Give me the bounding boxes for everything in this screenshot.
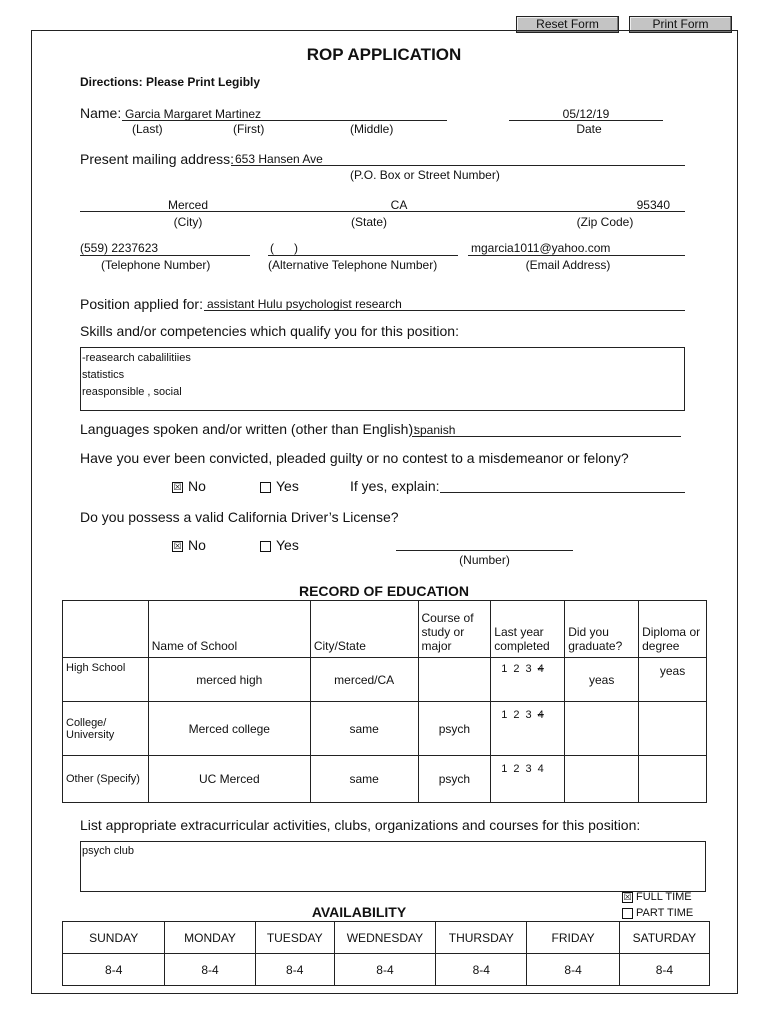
license-no-label: No xyxy=(188,537,206,553)
city-state-cell[interactable]: same xyxy=(310,756,418,803)
education-table xyxy=(62,600,707,803)
graduate-cell[interactable] xyxy=(565,756,639,803)
convicted-yes-label: Yes xyxy=(276,478,299,494)
checkbox-icon[interactable]: ☒ xyxy=(623,891,632,902)
phone-caption: (Telephone Number) xyxy=(101,258,211,272)
zip-caption: (Zip Code) xyxy=(576,215,634,229)
availability-title: AVAILABILITY xyxy=(311,904,407,920)
convicted-no-label: No xyxy=(188,478,206,494)
state-caption: (State) xyxy=(350,215,387,229)
diploma-cell[interactable] xyxy=(639,756,707,803)
course-cell[interactable]: psych xyxy=(418,702,491,756)
school-cell[interactable]: UC Merced xyxy=(148,756,310,803)
print-form-button[interactable]: Print Form xyxy=(629,16,732,33)
city-state-cell[interactable]: same xyxy=(310,702,418,756)
year-option[interactable]: 3 xyxy=(525,663,532,675)
explain-label: If yes, explain: xyxy=(350,478,440,494)
date-caption: Date xyxy=(576,122,602,136)
year-option[interactable]: 4 xyxy=(537,709,544,721)
table-row xyxy=(63,756,707,803)
city-state-zip-underline xyxy=(80,211,685,212)
school-cell[interactable]: merced high xyxy=(148,658,310,702)
part-time-label: PART TIME xyxy=(636,907,694,919)
hours-cell[interactable]: 8-4 xyxy=(255,954,334,986)
header-cell: Course of study or major xyxy=(418,601,491,658)
day-header: FRIDAY xyxy=(527,922,619,954)
position-value[interactable]: assistant Hulu psychologist research xyxy=(207,297,402,311)
extracurricular-value: psych club xyxy=(82,845,134,857)
hours-cell[interactable]: 8-4 xyxy=(527,954,619,986)
license-no-option[interactable] xyxy=(172,537,206,553)
education-title: RECORD OF EDUCATION xyxy=(298,583,470,599)
education-type: College/ University xyxy=(63,702,149,756)
license-number-underline[interactable] xyxy=(396,550,573,551)
checkbox-icon[interactable]: ☒ xyxy=(173,481,182,492)
license-yes-option[interactable] xyxy=(260,537,299,553)
checkbox-icon[interactable] xyxy=(260,482,271,493)
diploma-cell[interactable] xyxy=(639,702,707,756)
phone-underline xyxy=(80,255,250,256)
education-header-row xyxy=(63,601,707,658)
date-underline xyxy=(509,120,663,121)
header-cell: City/State xyxy=(310,601,418,658)
year-option[interactable]: 2 xyxy=(513,709,520,721)
hours-cell[interactable]: 8-4 xyxy=(334,954,435,986)
alt-phone-underline xyxy=(268,255,458,256)
header-cell: Did you graduate? xyxy=(565,601,639,658)
languages-underline xyxy=(412,436,681,437)
day-header: SUNDAY xyxy=(63,922,165,954)
hours-cell[interactable]: 8-4 xyxy=(619,954,709,986)
checkbox-icon[interactable] xyxy=(622,908,633,919)
email-value[interactable]: mgarcia1011@yahoo.com xyxy=(471,241,611,255)
education-type: High School xyxy=(63,658,149,702)
hours-cell[interactable]: 8-4 xyxy=(63,954,165,986)
mailing-caption: (P.O. Box or Street Number) xyxy=(350,168,500,182)
last-caption: (Last) xyxy=(132,122,163,136)
explain-underline[interactable] xyxy=(440,492,685,493)
day-header: WEDNESDAY xyxy=(334,922,435,954)
year-option[interactable]: 4 xyxy=(537,663,544,675)
year-option[interactable]: 2 xyxy=(513,763,520,775)
day-header: THURSDAY xyxy=(436,922,527,954)
day-header: MONDAY xyxy=(165,922,255,954)
year-option[interactable]: 3 xyxy=(525,709,532,721)
mailing-label: Present mailing address: xyxy=(80,151,235,167)
skills-textarea[interactable] xyxy=(80,347,685,411)
header-cell: Diploma or degree xyxy=(639,601,707,658)
languages-label: Languages spoken and/or written (other than English): xyxy=(80,421,417,437)
year-completed-cell[interactable] xyxy=(491,756,565,803)
header-cell xyxy=(63,601,149,658)
name-underline xyxy=(122,120,447,121)
school-cell[interactable]: Merced college xyxy=(148,702,310,756)
reset-form-button[interactable]: Reset Form xyxy=(516,16,619,33)
course-cell[interactable] xyxy=(418,658,491,702)
mailing-underline xyxy=(231,165,685,166)
availability-days-row xyxy=(63,922,710,954)
year-completed-cell[interactable] xyxy=(491,702,565,756)
day-header: TUESDAY xyxy=(255,922,334,954)
position-label: Position applied for: xyxy=(80,296,203,312)
part-time-option[interactable] xyxy=(622,907,693,919)
year-option[interactable]: 1 xyxy=(501,663,508,675)
table-row xyxy=(63,702,707,756)
form-title: ROP APPLICATION xyxy=(306,45,462,64)
phone-value[interactable]: (559) 2237623 xyxy=(80,241,159,255)
skills-line: -reasearch cabalilitiies xyxy=(82,352,191,364)
name-label: Name: xyxy=(80,105,122,121)
date-value[interactable]: 05/12/19 xyxy=(562,107,610,121)
year-option[interactable]: 4 xyxy=(537,763,544,775)
diploma-cell[interactable]: yeas xyxy=(639,658,707,702)
year-completed-cell[interactable] xyxy=(491,658,565,702)
first-caption: (First) xyxy=(233,122,265,136)
license-question: Do you possess a valid California Driver’s License? xyxy=(80,509,399,525)
education-type: Other (Specify) xyxy=(63,756,149,803)
graduate-cell[interactable] xyxy=(565,702,639,756)
convicted-no-option[interactable] xyxy=(172,478,206,494)
hours-cell[interactable]: 8-4 xyxy=(165,954,255,986)
header-cell: Last year completed xyxy=(491,601,565,658)
city-caption: (City) xyxy=(173,215,203,229)
license-number-caption: (Number) xyxy=(459,553,510,567)
year-option[interactable]: 2 xyxy=(513,663,520,675)
header-cell: Name of School xyxy=(148,601,310,658)
languages-value[interactable]: spanish xyxy=(414,423,456,437)
hours-cell[interactable]: 8-4 xyxy=(436,954,527,986)
city-value[interactable]: Merced xyxy=(167,198,208,212)
zip-value[interactable]: 95340 xyxy=(636,198,670,212)
license-yes-label: Yes xyxy=(276,537,299,553)
city-state-cell[interactable]: merced/CA xyxy=(310,658,418,702)
full-time-label: FULL TIME xyxy=(636,891,692,903)
checkbox-icon[interactable]: ☒ xyxy=(173,540,182,551)
middle-caption: (Middle) xyxy=(350,122,394,136)
year-option[interactable]: 1 xyxy=(501,763,508,775)
alt-phone-caption: (Alternative Telephone Number) xyxy=(268,258,438,272)
position-underline xyxy=(204,310,685,311)
checkbox-icon[interactable] xyxy=(260,541,271,552)
directions: Directions: Please Print Legibly xyxy=(80,75,261,89)
convicted-question: Have you ever been convicted, pleaded guilty or no contest to a misdemeanor or felony? xyxy=(80,450,629,466)
state-value[interactable]: CA xyxy=(390,198,408,212)
table-row xyxy=(63,658,707,702)
skills-label: Skills and/or competencies which qualify you for this position: xyxy=(80,323,459,339)
email-caption: (Email Address) xyxy=(525,258,611,272)
extracurricular-textarea[interactable] xyxy=(80,841,706,892)
graduate-cell[interactable]: yeas xyxy=(565,658,639,702)
extracurricular-label: List appropriate extracurricular activities, clubs, organizations and courses for this position: xyxy=(80,817,641,833)
day-header: SATURDAY xyxy=(619,922,709,954)
full-time-option[interactable] xyxy=(622,891,692,903)
mailing-value[interactable]: 653 Hansen Ave xyxy=(235,152,323,166)
skills-line: reasponsible , social xyxy=(82,386,182,398)
convicted-yes-option[interactable] xyxy=(260,478,299,494)
name-value[interactable]: Garcia Margaret Martinez xyxy=(125,107,262,121)
email-underline xyxy=(468,255,685,256)
alt-phone-value[interactable]: ( ) xyxy=(270,241,298,255)
availability-hours-row xyxy=(63,954,710,986)
year-option[interactable]: 3 xyxy=(525,763,532,775)
availability-table xyxy=(62,921,710,986)
skills-line: statistics xyxy=(82,369,125,381)
year-option[interactable]: 1 xyxy=(501,709,508,721)
course-cell[interactable]: psych xyxy=(418,756,491,803)
